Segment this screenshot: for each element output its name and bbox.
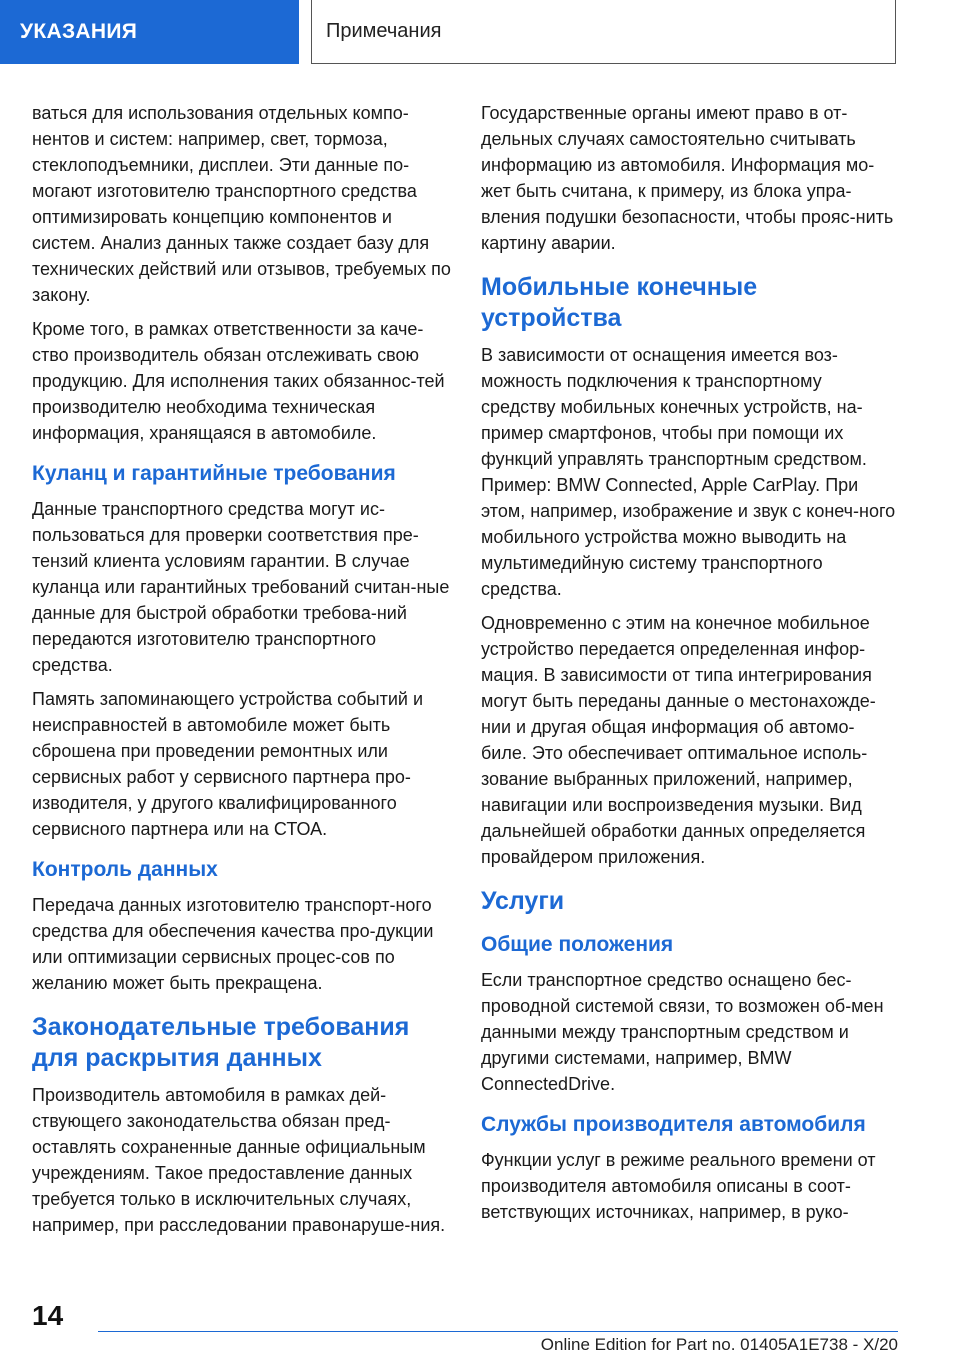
paragraph: Передача данных изготовителю транспорт-ного средства для обеспечения качества про-дукции или оптимизации сервисных процес-сов по желанию может быть прекращена. bbox=[32, 895, 434, 993]
paragraph: В зависимости от оснащения имеется воз-можность подключения к транспортному средству мобильных конечных устройств, на-пример смартфонов, чтобы при помощи их функций управлять транспортным средством. Пример: BMW Connected, Apple CarPlay. При этом, например, изображение и звук с конеч-ного мобильного устройства можно выводить на мультимедийную систему транспортного средства. bbox=[481, 345, 896, 599]
section-tab bbox=[0, 0, 299, 64]
paragraph: ваться для использования отдельных компо-нентов и систем: например, свет, тормоза, стеклоподъемники, дисплеи. Эти данные по-могают изготовителю транспортного средства оптимизировать концепцию компонентов и систем. Анализ данных также создает базу для технических действий или отзывов, требуемых по закону. bbox=[32, 103, 451, 305]
section-heading: Службы производителя автомобиля bbox=[481, 1113, 866, 1136]
chapter-heading: Мобильные конечные устройства bbox=[481, 273, 758, 332]
section-heading: Общие положения bbox=[481, 933, 674, 956]
left-column bbox=[32, 100, 452, 1246]
footer-divider bbox=[98, 1331, 898, 1332]
right-column bbox=[481, 100, 899, 1233]
subsection-title: Примечания bbox=[326, 20, 442, 42]
page-number: 14 bbox=[32, 1300, 64, 1331]
paragraph: Если транспортное средство оснащено бес-проводной системой связи, то возможен об-мен данными между транспортным средством и другими системами, например, BMW ConnectedDrive. bbox=[481, 970, 884, 1094]
paragraph: Память запоминающего устройства событий и неисправностей в автомобиле может быть сброшена при проведении ремонтных или сервисных работ у сервисного партнера про-изводителя, у другого квалифицированного сервисного партнера или на СТОА. bbox=[32, 689, 423, 839]
chapter-heading: Услуги bbox=[481, 887, 565, 915]
chapter-heading: Законодательные требования для раскрытия данных bbox=[32, 1013, 410, 1072]
paragraph: Государственные органы имеют право в от-дельных случаях самостоятельно считывать информацию из автомобиля. Информация мо-жет быть считана, к примеру, из блока упра-вления подушки безопасности, чтобы прояс-нить картину аварии. bbox=[481, 103, 894, 253]
section-heading: Куланц и гарантийные требования bbox=[32, 462, 396, 485]
section-heading: Контроль данных bbox=[32, 858, 218, 881]
subsection-box bbox=[311, 0, 896, 64]
edition-footer: Online Edition for Part no. 01405A1E738 - X/20 bbox=[540, 1335, 898, 1354]
paragraph: Функции услуг в режиме реального времени от производителя автомобиля описаны в соот-ветствующих источниках, например, в руко- bbox=[481, 1150, 876, 1222]
paragraph: Производитель автомобиля в рамках дей-ствующего законодательства обязан пред-оставлять сохраненные данные официальным учреждениям. Такое предоставление данных требуется только в исключительных случаях, например, при расследовании правонаруше-ния. bbox=[32, 1085, 446, 1235]
section-title: УКАЗАНИЯ bbox=[20, 20, 138, 43]
paragraph: Одновременно с этим на конечное мобильное устройство передается определенная инфор-мация. В зависимости от типа интегрирования могут быть переданы данные о местонахожде-нии и другая общая информация об автомо-биле. Это обеспечивает оптимальное исполь-зование выбранных приложений, например, навигации или воспроизведения музыки. Вид дальнейшей обработки данных определяется провайдером приложения. bbox=[481, 613, 876, 867]
paragraph: Кроме того, в рамках ответственности за каче-ство производитель обязан отслеживать свою продукцию. Для исполнения таких обязаннос-тей производителю необходима техническая информация, хранящаяся в автомобиле. bbox=[32, 319, 445, 443]
paragraph: Данные транспортного средства могут ис-пользоваться для проверки соответствия пре-тензий клиента условиям гарантии. В случае куланца или гарантийных требований считан-ные данные для быстрой обработки требова-ний передаются изготовителю транспортного средства. bbox=[32, 499, 450, 675]
